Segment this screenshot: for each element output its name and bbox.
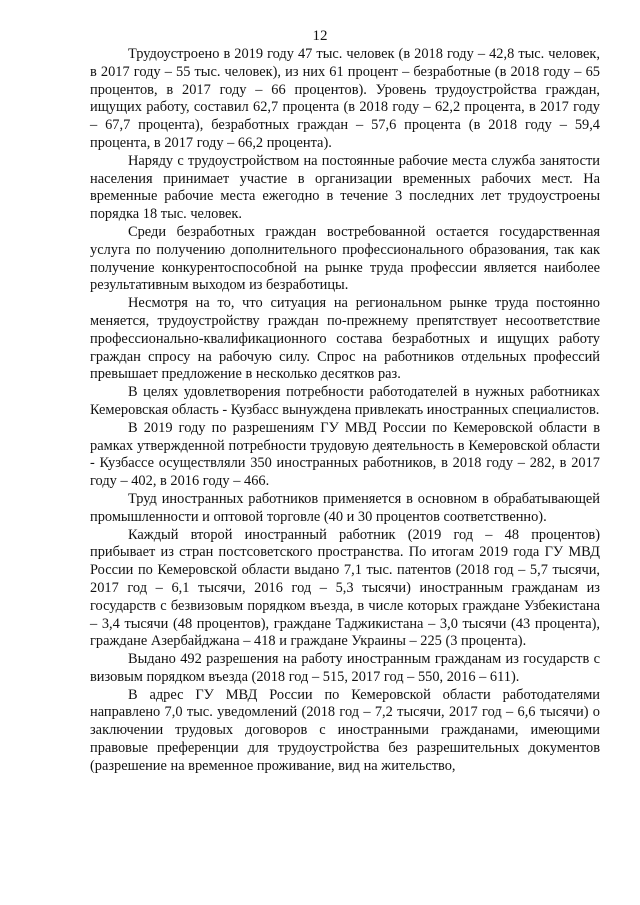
paragraph-industry-distribution: Труд иностранных работников применяется в основном в обрабатывающей промышленности и оптовой торговле (40 и 30 процентов соответственно). <box>90 490 600 525</box>
paragraph-visa-permits: Выдано 492 разрешения на работу иностранным гражданам из государств с визовым порядком въезда (2018 год – 515, 2017 год – 550, 2016 – 611). <box>90 651 600 685</box>
paragraph-notifications: В адрес ГУ МВД России по Кемеровской области работодателями направлено 7,0 тыс. уведомлений (2018 год – 7,2 тысячи, 2017 год – 6,6 тысячи) о заключении трудовых договоров с иностранными гражданами, имеющими правовые преференции для трудоустройства без разрешительных документов (разрешение на временное проживание, вид на жительство, <box>90 686 600 774</box>
document-body <box>90 46 600 776</box>
paragraph-labor-market-mismatch: Несмотря на то, что ситуация на региональном рынке труда постоянно меняется, трудоустройству граждан по-прежнему препятствует несоответствие профессионально-квалификационного состава безработных и ищущих работу граждан спросу на рабочую силу. Спрос на работников отдельных профессий превышает предложение в несколько десятков раз. <box>90 295 600 383</box>
paragraph-foreign-specialists: В целях удовлетворения потребности работодателей в нужных работниках Кемеровская область - Кузбасс вынуждена привлекать иностранных специалистов. <box>90 384 600 418</box>
paragraph-professional-education: Среди безработных граждан востребованной остается государственная услуга по получению дополнительного профессионального образования, так как получение конкурентоспособной на рынке труда профессии является наиболее результативным выходом из безработицы. <box>90 223 600 294</box>
paragraph-employment-stats: Трудоустроено в 2019 году 47 тыс. человек (в 2018 году – 42,8 тыс. человек, в 2017 году – 55 тыс. человек), из них 61 процент – безработные (в 2018 году – 65 процентов, в 2017 году – 66 процентов). Уровень трудоустройства граждан, ищущих работу, составил 62,7 процента (в 2018 году – 62,2 процента, в 2017 году – 67,7 процента), безработных граждан – 57,6 процента (в 2018 году – 59,4 процента, в 2017 году – 66,2 процента). <box>90 46 600 151</box>
paragraph-work-permits: В 2019 году по разрешениям ГУ МВД России по Кемеровской области в рамках утвержденной потребности трудовую деятельность в Кемеровской области - Кузбассе осуществляли 350 иностранных работников, в 2018 году – 282, в 2017 году – 402, в 2016 году – 466. <box>90 419 600 490</box>
paragraph-temporary-jobs: Наряду с трудоустройством на постоянные рабочие места служба занятости населения принимает участие в организации временных рабочих мест. На временные рабочие места ежегодно в течение 3 последних лет трудоустроены порядка 18 тыс. человек. <box>90 152 600 223</box>
page-number: 12 <box>312 28 328 44</box>
paragraph-patents: Каждый второй иностранный работник (2019 год – 48 процентов) прибывает из стран постсоветского пространства. По итогам 2019 года ГУ МВД России по Кемеровской области выдано 7,1 тыс. патентов (2018 год – 5,7 тысячи, 2017 год – 6,1 тысячи, 2016 год – 5,3 тысячи) иностранным гражданам из государств с безвизовым порядком въезда, в числе которых граждане Узбекистана – 3,4 тысячи (48 процентов), граждане Таджикистана – 3,0 тысячи (43 процента), граждане Азербайджана – 418 и граждане Украины – 225 (3 процента). <box>90 526 600 650</box>
